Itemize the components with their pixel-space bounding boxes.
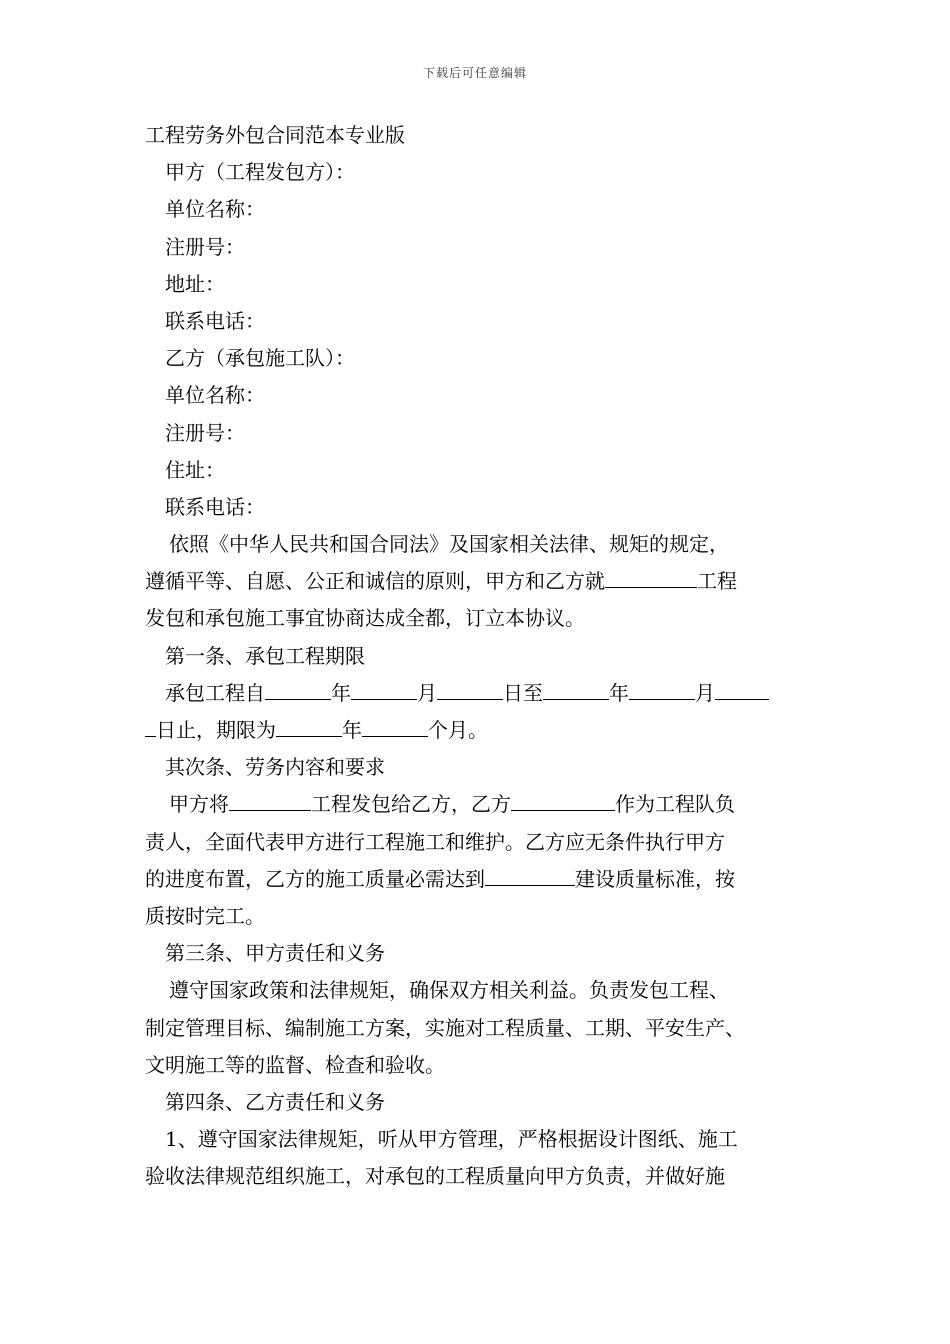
contracted-project-blank[interactable] [229,788,311,811]
party-a-address: 地址： [165,271,225,296]
document-title: 工程劳务外包合同范本专业版 [145,123,405,147]
team-leader-blank[interactable] [511,788,615,811]
end-year-label: 年 [609,680,629,705]
project-name-blank[interactable] [605,565,697,588]
duration-month-blank[interactable] [362,714,428,737]
party-b-phone: 联系电话： [165,494,265,519]
duration-year-blank[interactable] [276,714,342,737]
article-2-line-1 [145,786,835,823]
party-a-heading: 甲方（工程发包方）： [165,160,355,185]
article-4-line-2: 验收法律规范组织施工，对承包的工程质量向甲方负责，并做好施 [145,1164,725,1189]
start-month-blank[interactable] [351,677,417,700]
article-2-line-3-end: 建设质量标准，按 [575,866,735,891]
article-1-start-label: 承包工程自 [165,680,265,705]
article-1-heading: 第一条、承包工程期限 [165,643,365,668]
article-2-line-1-middle: 工程发包给乙方，乙方 [311,792,511,817]
party-b-address: 住址： [165,457,225,482]
end-day-blank-part-2[interactable] [145,714,156,737]
article-2-line-1-end: 作为工程队负 [615,792,735,817]
article-1-line-2 [145,712,835,749]
article-2-heading: 其次条、劳务内容和要求 [165,755,385,780]
end-day-blank-part-1[interactable] [715,677,769,700]
start-day-blank[interactable] [437,677,503,700]
article-4-line-1: 1、遵守国家法律规矩，听从甲方管理，严格根据设计图纸、施工 [165,1127,738,1152]
party-a-unit-name: 单位名称： [165,197,265,222]
preamble-line-2-tail: 工程 [697,569,737,594]
start-month-label: 月 [417,680,437,705]
article-2-line-1-start: 甲方将 [169,792,229,817]
start-day-label: 日至 [503,680,543,705]
party-a-reg-no: 注册号： [165,234,245,259]
article-2-line-2: 责人，全面代表甲方进行工程施工和维护。乙方应无条件执行甲方 [145,829,725,854]
article-4-heading: 第四条、乙方责任和义务 [165,1089,385,1114]
preamble-line-2-text: 遵循平等、自愿、公正和诚信的原则，甲方和乙方就 [145,569,605,594]
quality-standard-blank[interactable] [485,863,575,886]
article-2-line-3 [145,861,835,898]
end-month-label: 月 [695,680,715,705]
end-month-blank[interactable] [629,677,695,700]
article-3-line-1: 遵守国家政策和法律规矩，确保双方相关利益。负责发包工程、 [169,978,729,1003]
article-3-line-2: 制定管理目标、编制施工方案，实施对工程质量、工期、平安生产、 [145,1015,745,1040]
article-2-line-3-start: 的进度布置，乙方的施工质量必需达到 [145,866,485,891]
party-b-unit-name: 单位名称： [165,383,265,408]
article-3-line-3: 文明施工等的监督、检查和验收。 [145,1052,445,1077]
duration-year-label: 年 [342,718,362,742]
start-year-blank[interactable] [265,677,331,700]
contract-body [145,117,835,1195]
party-b-heading: 乙方（承包施工队）： [165,346,355,371]
party-b-reg-no: 注册号： [165,420,245,445]
preamble-line-1: 依照《中华人民共和国合同法》及国家相关法律、规矩的规定， [169,532,729,557]
start-year-label: 年 [331,680,351,705]
preamble-line-3: 发包和承包施工事宜协商达成全都，订立本协议。 [145,606,585,631]
download-editable-note: 下载后可任意编辑 [422,66,527,80]
preamble-line-2 [145,563,835,600]
end-day-label: 日止，期限为 [156,718,276,742]
article-1-line-1 [145,675,835,712]
duration-month-label: 个月。 [428,718,488,742]
article-2-line-4: 质按时完工。 [145,903,265,928]
article-3-heading: 第三条、甲方责任和义务 [165,941,385,966]
party-a-phone: 联系电话： [165,308,265,333]
end-year-blank[interactable] [543,677,609,700]
